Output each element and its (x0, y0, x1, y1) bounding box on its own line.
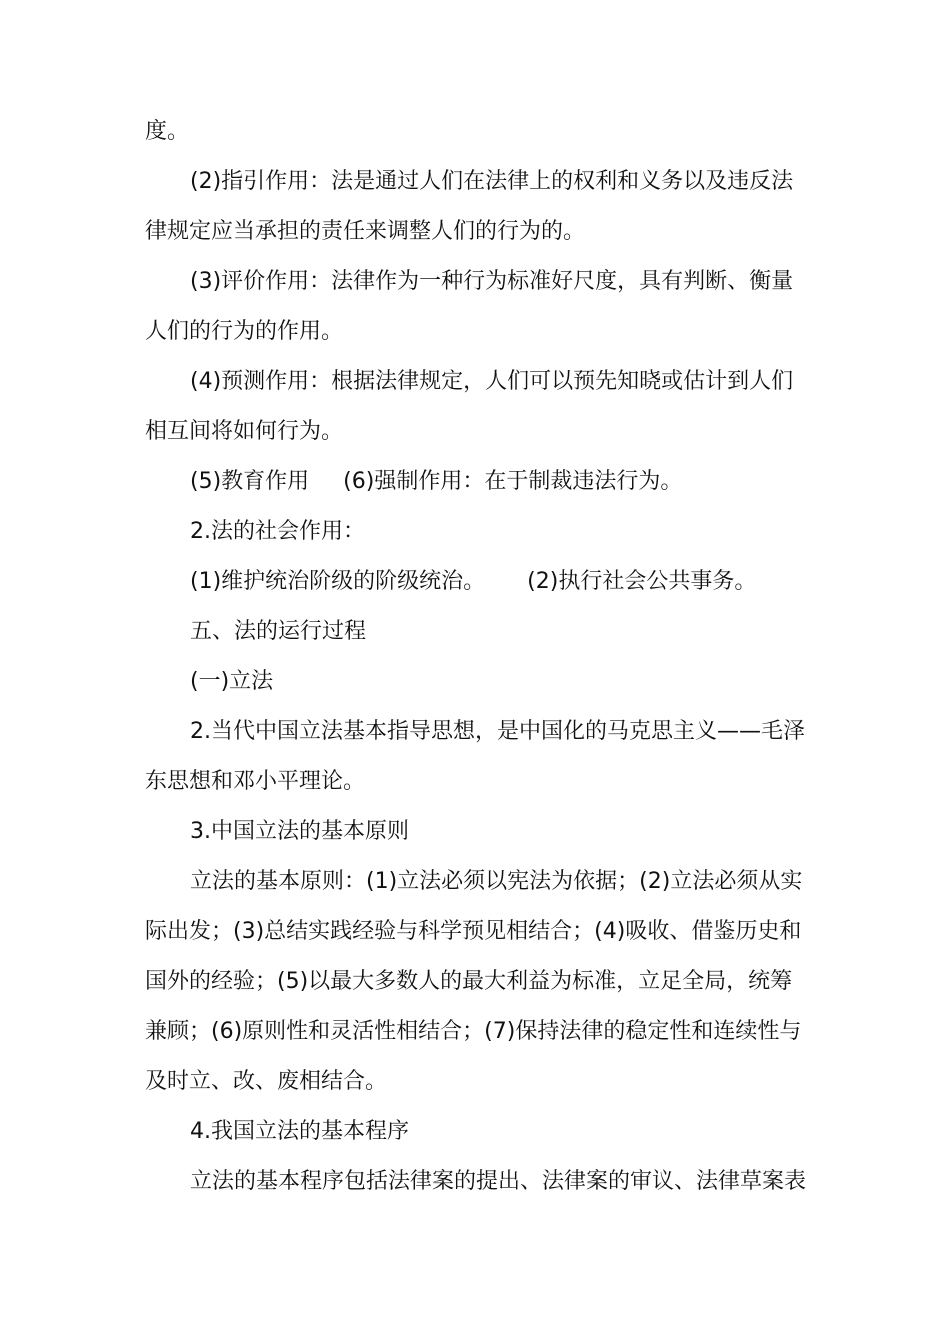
text-line: 国外的经验；(5)以最大多数人的最大利益为标准，立足全局，统筹 (145, 969, 793, 994)
text-line: (4)预测作用：根据法律规定，人们可以预先知晓或估计到人们 (190, 369, 794, 394)
text-line: 律规定应当承担的责任来调整人们的行为的。 (145, 219, 586, 244)
text-line: 相互间将如何行为。 (145, 419, 344, 444)
section-heading: 五、法的运行过程 (190, 619, 367, 644)
text-line: 2.法的社会作用： (190, 519, 365, 544)
text-line: 2.当代中国立法基本指导思想，是中国化的马克思主义——毛泽 (190, 719, 805, 744)
text-line: (2)指引作用：法是通过人们在法律上的权利和义务以及违反法 (190, 169, 794, 194)
text-line: 立法的基本程序包括法律案的提出、法律案的审议、法律草案表 (190, 1169, 807, 1194)
subsection-heading: 4.我国立法的基本程序 (190, 1119, 409, 1144)
text-line: (3)评价作用：法律作为一种行为标准好尺度，具有判断、衡量 (190, 269, 794, 294)
text-line: 际出发；(3)总结实践经验与科学预见相结合；(4)吸收、借鉴历史和 (145, 919, 802, 944)
text-segment: (6)强制作用：在于制裁违法行为。 (343, 469, 683, 494)
text-line: 东思想和邓小平理论。 (145, 769, 366, 794)
subsection-heading: 3.中国立法的基本原则 (190, 819, 409, 844)
subsection-heading: (一)立法 (190, 669, 274, 694)
text-segment: (1)维护统治阶级的阶级统治。 (190, 569, 486, 594)
text-line (190, 467, 815, 497)
text-segment: (2)执行社会公共事务。 (527, 569, 757, 594)
text-line: 立法的基本原则：(1)立法必须以宪法为依据；(2)立法必须从实 (190, 869, 803, 894)
text-line: 及时立、改、废相结合。 (145, 1069, 388, 1094)
text-line: 兼顾；(6)原则性和灵活性相结合；(7)保持法律的稳定性和连续性与 (145, 1019, 802, 1044)
text-line (190, 567, 815, 597)
text-line: 度。 (145, 119, 190, 144)
text-line: 人们的行为的作用。 (145, 319, 344, 344)
text-segment: (5)教育作用 (190, 469, 310, 494)
